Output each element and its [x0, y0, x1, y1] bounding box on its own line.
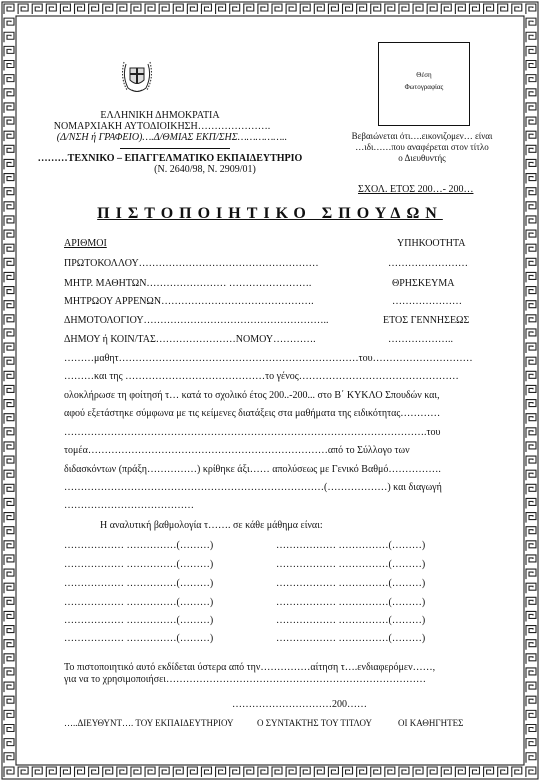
body-line-9: ………………………………… — [64, 500, 194, 511]
footer-line-1: Το πιστοποιητικό αυτό εκδίδεται ύστερα από την……………αίτηση τ….ενδιαφερόμεν……, — [64, 662, 436, 673]
footer-date: …………………………200…… — [232, 699, 367, 710]
field-mitr-mathiton: ΜΗΤΡ. ΜΑΘΗΤΩΝ…………………… ……………………. — [64, 278, 312, 289]
field-thriskeyma: ΘΡΗΣΚΕΥΜΑ — [392, 278, 455, 289]
certify-line-3: ο Διευθυντής — [398, 153, 446, 163]
grade-row-right: ……………… ……………(………) — [276, 559, 426, 570]
header-law: (Ν. 2640/98, Ν. 2909/01) — [154, 164, 256, 175]
signature-director: …..ΔΙΕΥΘΥΝΤ…. ΤΟΥ ΕΚΠΑΙΔΕΥΤΗΡΙΟΥ — [64, 718, 234, 728]
signature-compiler: Ο ΣΥΝΤΑΚΤΗΣ ΤΟΥ ΤΙΤΛΟΥ — [257, 718, 373, 728]
field-etos-gennisews: ΕΤΟΣ ΓΕΝΝΗΣΕΩΣ — [383, 315, 470, 326]
field-protokollou: ΠΡΩΤΟΚΟΛΛΟΥ……………………………………………… — [64, 258, 319, 269]
field-etos-gennisews-value: ……………….. — [388, 334, 453, 345]
header-school-type: ………ΤΕΧΝΙΚΟ – ΕΠΑΓΓΕΛΜΑΤΙΚΟ ΕΚΠΑΙΔΕΥΤΗΡΙΟ — [37, 153, 303, 164]
body-line-8: ……………………………………………………………………(………………) και διαγωγή — [64, 482, 442, 493]
header-divider — [120, 148, 230, 149]
field-ypikootita-value: …………………… — [388, 258, 468, 269]
field-dimou-koinotitas: ΔΗΜΟΥ ή ΚΟΙΝ/ΤΑΣ……………………ΝΟΜΟΥ…………. — [64, 334, 316, 345]
footer-line-2: για να το χρησιμοποιήσει…………………………………………………………………… — [64, 674, 426, 685]
header-directorate: (Δ/ΝΣΗ ή ΓΡΑΦΕΙΟ)….Δ/ΘΜΙΑΣ ΕΚΠ/ΣΗΣ…………….. — [56, 132, 288, 143]
header-prefecture: ΝΟΜΑΡΧΙΑΚΗ ΑΥΤΟΔΙΟΙΚΗΣΗ…………………. — [53, 121, 271, 132]
body-line-6: τομέα………………………………………………………………από το Σύλλογο των — [64, 445, 410, 456]
photo-label-2: Φωτογραφίας — [404, 83, 444, 91]
certify-line-2: …ιδι……που αναφέρεται στον τίτλο — [355, 142, 489, 152]
school-year: ΣΧΟΛ. ΕΤΟΣ 200…- 200… — [358, 184, 474, 195]
document-title: ΠΙΣΤΟΠΟΙΗΤΙΚΟ ΣΠΟΥΔΩΝ — [97, 205, 443, 222]
grade-row-right: ……………… ……………(………) — [276, 615, 426, 626]
header-republic: ΕΛΛΗΝΙΚΗ ΔΗΜΟΚΡΑΤΙΑ — [100, 110, 220, 121]
body-line-3: ολοκλήρωσε τη φοίτησή τ… κατά το σχολικό έτος 200..-200... στο Β΄ ΚΥΚΛΟ Σπουδών και, — [64, 390, 440, 401]
field-arithmoi: ΑΡΙΘΜΟΙ — [64, 238, 107, 249]
grade-row-right: ……………… ……………(………) — [276, 540, 426, 551]
grade-row-left: ……………… ……………(………) — [64, 633, 214, 644]
greek-coat-of-arms-icon — [118, 56, 156, 96]
field-thriskeyma-value: ………………… — [392, 296, 462, 307]
grade-row-left: ……………… ……………(………) — [64, 559, 214, 570]
field-ypikootita: ΥΠΗΚΟΟΤΗΤΑ — [397, 238, 466, 249]
grade-row-left: ……………… ……………(………) — [64, 615, 214, 626]
grade-row-right: ……………… ……………(………) — [276, 633, 426, 644]
body-line-7: διδασκόντων (πράξη……………) κρίθηκε άξι…… απολύσεως με Γενικό Βαθμό……………. — [64, 464, 441, 475]
grades-intro: Η αναλυτική βαθμολογία τ……. σε κάθε μάθημα είναι: — [100, 520, 323, 531]
grade-row-left: ……………… ……………(………) — [64, 597, 214, 608]
body-line-4: αφού εξετάστηκε σύμφωνα με τις κείμενες διατάξεις στα μαθήματα της ειδικότητας………… — [64, 408, 441, 419]
grade-row-right: ……………… ……………(………) — [276, 597, 426, 608]
body-line-1: ………μαθητ………………………………………………………………του………………………… — [64, 353, 473, 364]
grade-row-left: ……………… ……………(………) — [64, 578, 214, 589]
photo-label-1: Θέση — [416, 71, 432, 79]
body-line-2: ………και της ……………………………………το γένος………………………………………… — [64, 371, 459, 382]
field-dimotologiou: ΔΗΜΟΤΟΛΟΓΙΟΥ……………………………………………….. — [64, 315, 329, 326]
field-mitrwou-arrenon: ΜΗΤΡΩΟΥ ΑΡΡΕΝΩΝ………………………………………. — [64, 296, 314, 307]
body-line-5: ……………………………………………………………………………………………….του — [64, 427, 441, 438]
grade-row-right: ……………… ……………(………) — [276, 578, 426, 589]
certify-line-1: Βεβαιώνεται ότι….εικονιζομεν… είναι — [351, 131, 493, 141]
signature-teachers: ΟΙ ΚΑΘΗΓΗΤΕΣ — [398, 718, 464, 728]
grade-row-left: ……………… ……………(………) — [64, 540, 214, 551]
photo-placeholder — [378, 42, 470, 126]
